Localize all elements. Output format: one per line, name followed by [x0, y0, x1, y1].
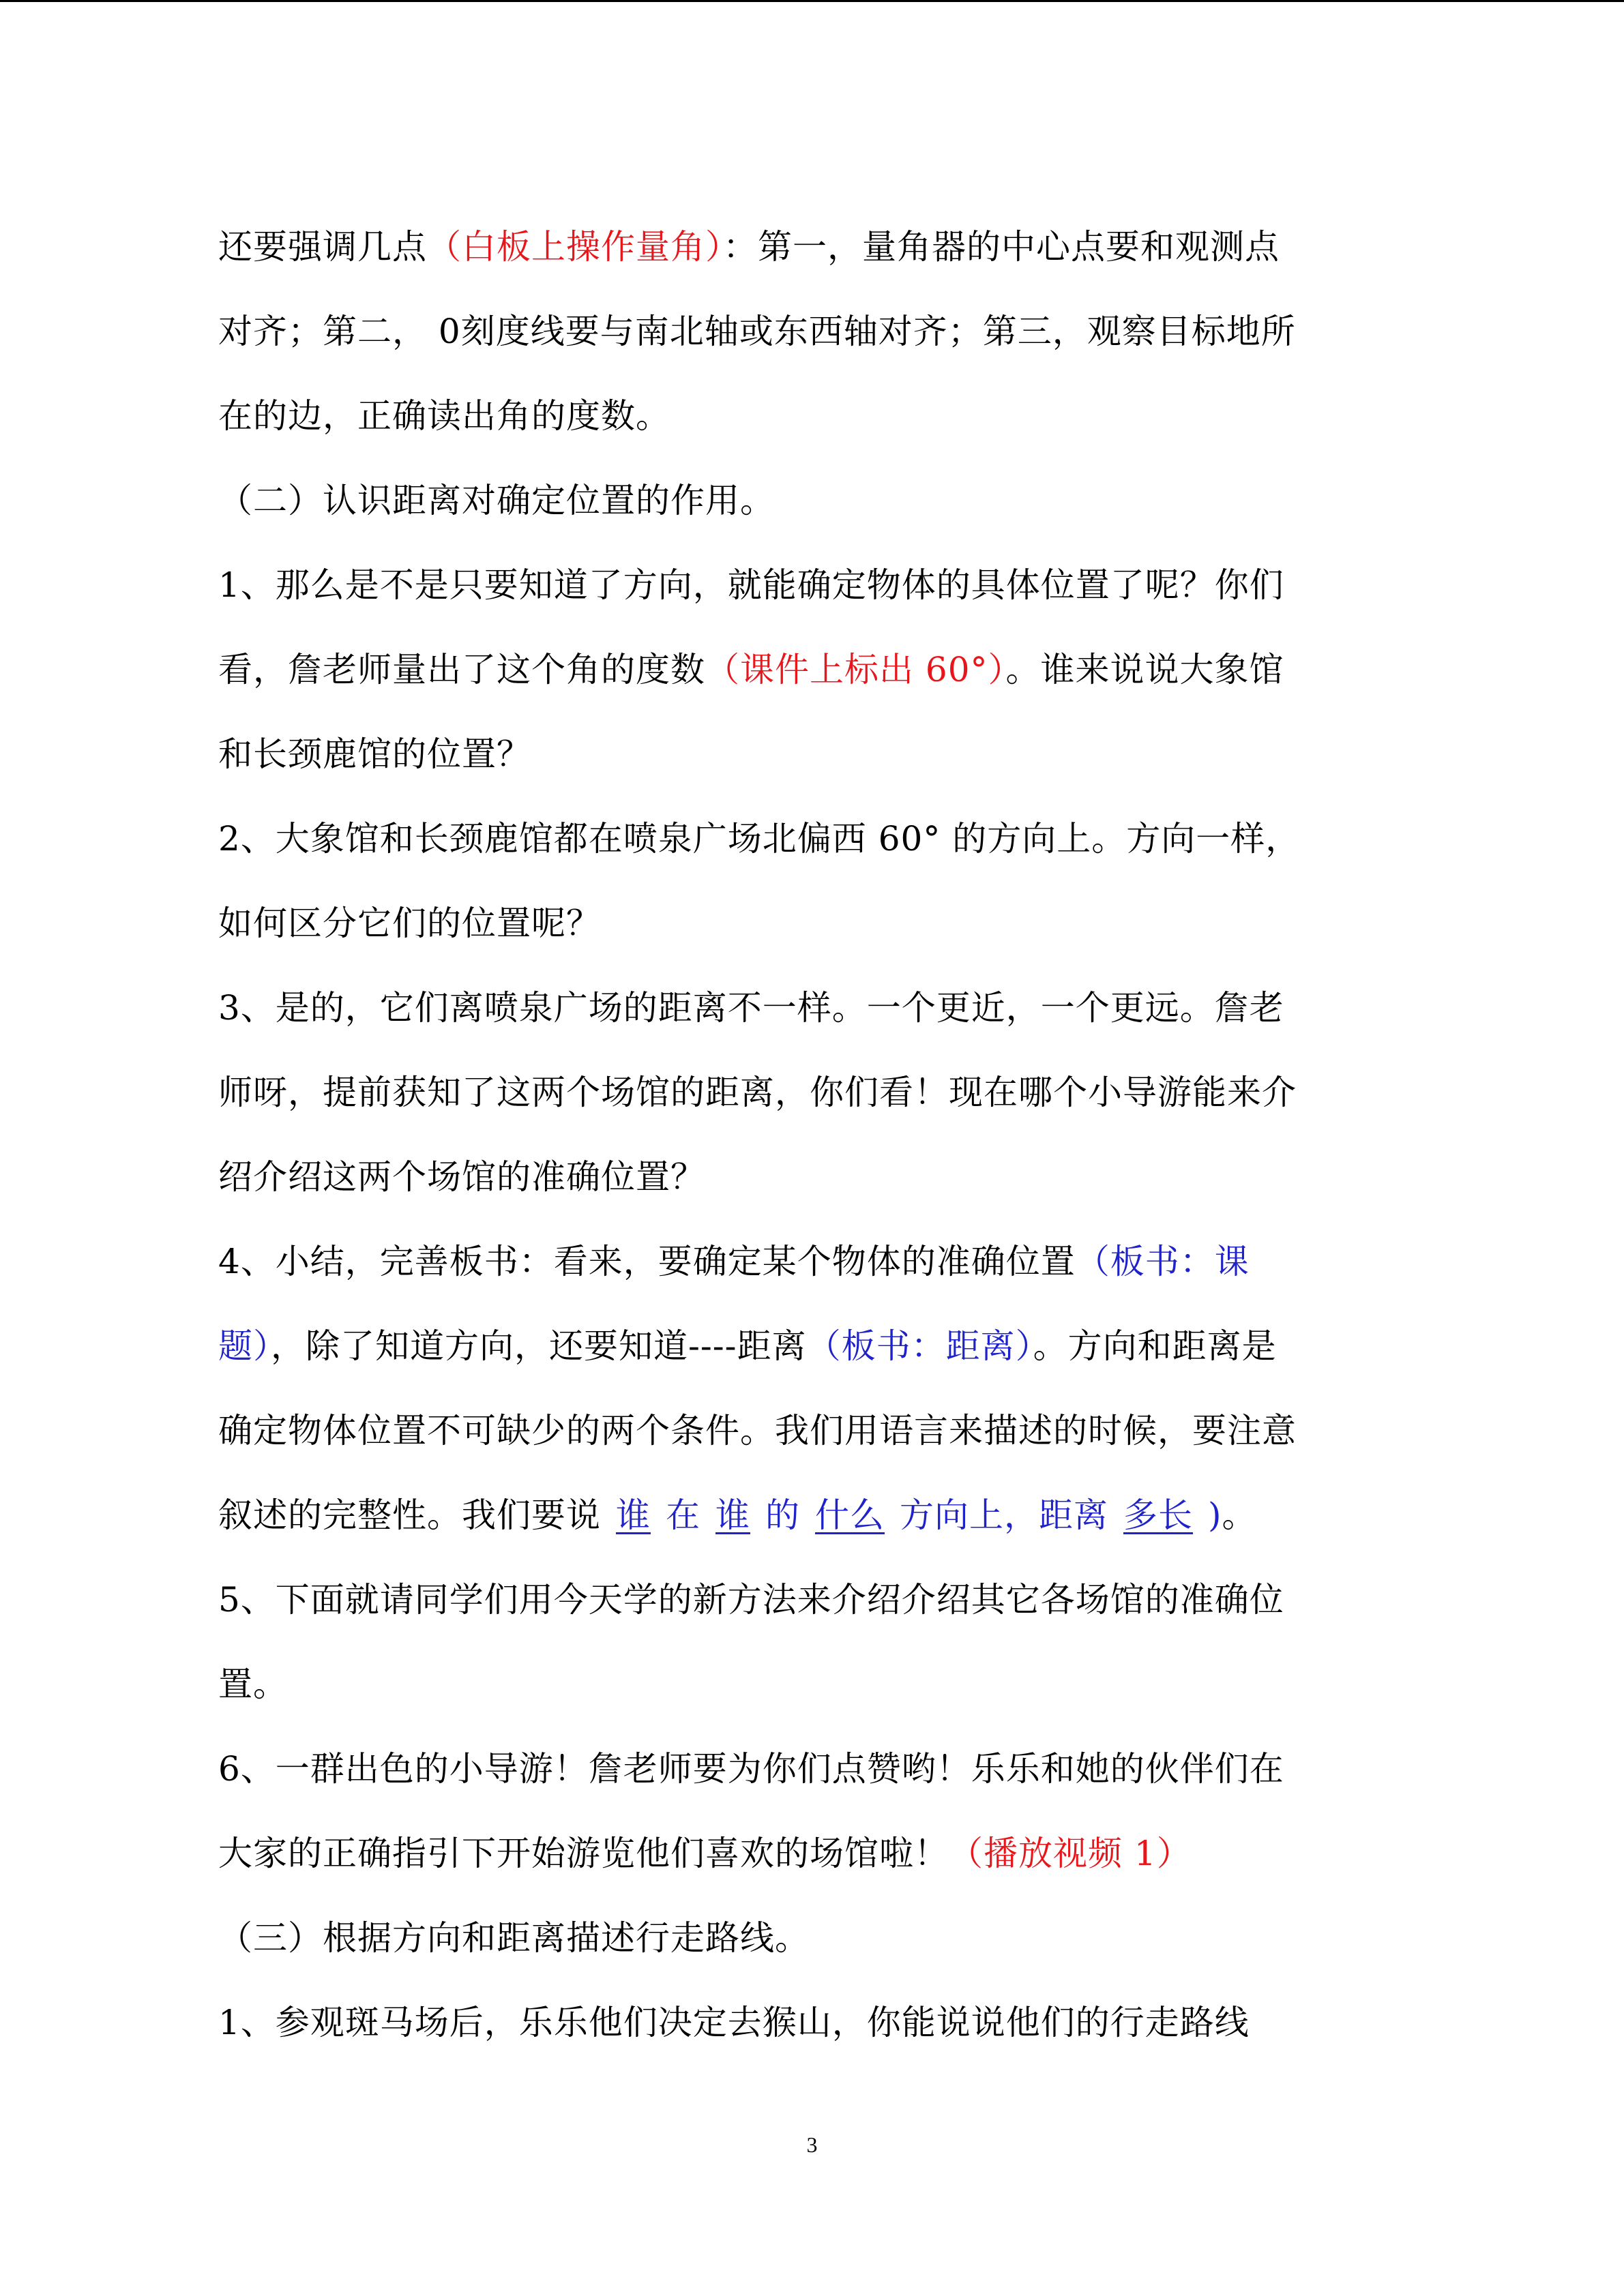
text-line: 1、参观斑马场后，乐乐他们决定去猴山，你能说说他们的行走路线 [218, 2003, 1250, 2042]
underlined-blank: 什么 [815, 1495, 885, 1535]
blue-annotation: （板书：课 [1075, 1242, 1250, 1281]
text-line: 4、小结，完善板书：看来，要确定某个物体的准确位置（板书：课 [218, 1242, 1250, 1281]
section-heading: （三）根据方向和距离描述行走路线。 [218, 1918, 810, 1958]
red-annotation: （播放视频 1） [949, 1834, 1192, 1873]
text-line: 5、下面就请同学们用今天学的新方法来介绍介绍其它各场馆的准确位 [218, 1580, 1284, 1620]
text-line: 师呀，提前获知了这两个场馆的距离，你们看！现在哪个小导游能来介 [218, 1073, 1297, 1112]
underlined-blank: 谁 [616, 1495, 651, 1535]
text-line: 确定物体位置不可缺少的两个条件。我们用语言来描述的时候，要注意 [218, 1411, 1297, 1450]
text-line: 还要强调几点（白板上操作量角）：第一，量角器的中心点要和观测点 [218, 227, 1280, 267]
text-line: 3、是的，它们离喷泉广场的距离不一样。一个更近，一个更远。詹老 [218, 988, 1284, 1028]
text-line: 叙述的完整性。我们要说 谁 在 谁 的 什么 方向上，距离 多长 )。 [218, 1495, 1257, 1535]
text-line: 置。 [218, 1665, 288, 1704]
page-number: 3 [806, 2132, 818, 2157]
text-line: 绍介绍这两个场馆的准确位置？ [218, 1157, 705, 1197]
text-line: 6、一群出色的小导游！詹老师要为你们点赞哟！乐乐和她的伙伴们在 [218, 1749, 1284, 1789]
document-body [218, 205, 1419, 2065]
underlined-blank: 谁 [715, 1495, 750, 1535]
underlined-blank: 多长 [1123, 1495, 1193, 1535]
text-line: 对齐；第二， 0刻度线要与南北轴或东西轴对齐；第三，观察目标地所 [218, 312, 1296, 351]
text-line: 如何区分它们的位置呢？ [218, 904, 601, 943]
text-line: 在的边，正确读出角的度数。 [218, 396, 670, 436]
text-line: 1、那么是不是只要知道了方向，就能确定物体的具体位置了呢？你们 [218, 565, 1284, 605]
text-line: 大家的正确指引下开始游览他们喜欢的场馆啦！（播放视频 1） [218, 1834, 1192, 1873]
text-line: 和长颈鹿馆的位置？ [218, 734, 531, 774]
text-line: 题），除了知道方向，还要知道----距离（板书：距离）。方向和距离是 [218, 1326, 1277, 1366]
red-annotation: （白板上操作量角） [427, 227, 723, 267]
red-annotation: （课件上标出 60°） [705, 650, 1006, 689]
blue-annotation: （板书：距离） [806, 1326, 1033, 1366]
section-heading: （二）认识距离对确定位置的作用。 [218, 481, 775, 520]
top-border-line [0, 0, 1624, 2]
text-line: 2、大象馆和长颈鹿馆都在喷泉广场北偏西 60° 的方向上。方向一样， [218, 819, 1301, 859]
text-line: 看，詹老师量出了这个角的度数（课件上标出 60°）。谁来说说大象馆 [218, 650, 1284, 689]
blue-annotation: 题） [218, 1326, 271, 1366]
